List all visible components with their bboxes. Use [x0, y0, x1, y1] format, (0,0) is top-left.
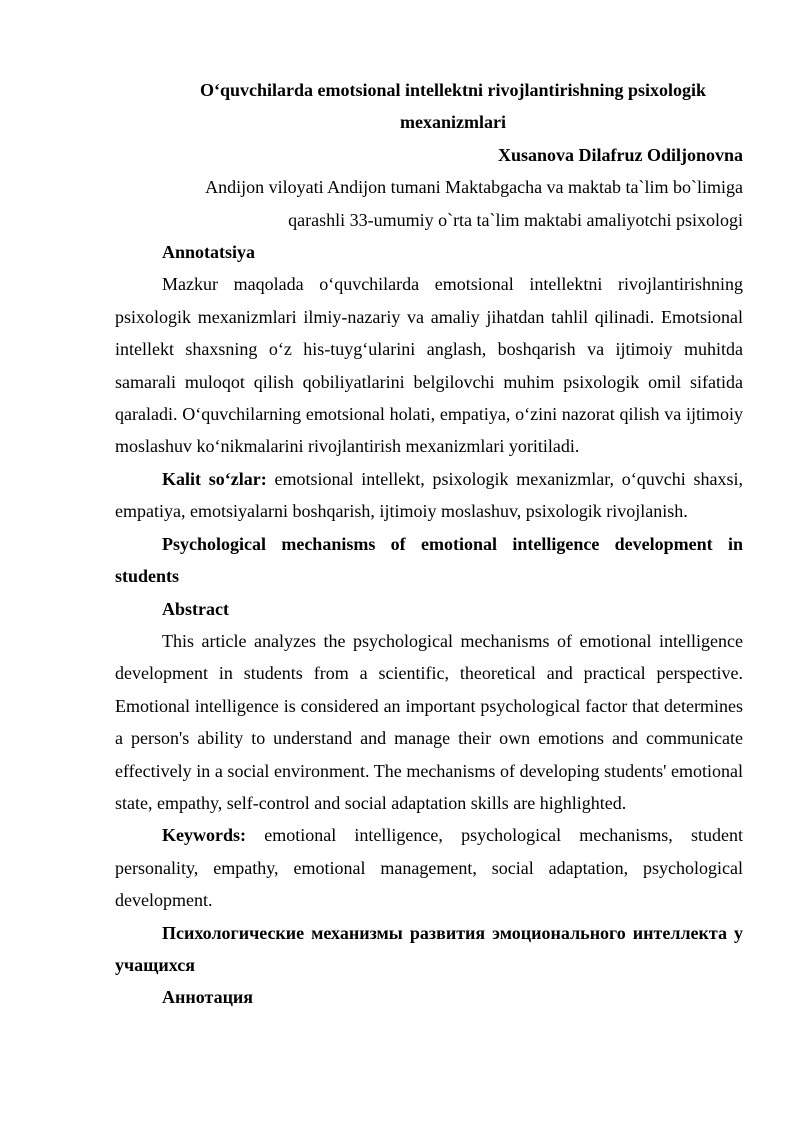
keywords-label-en: Keywords:: [162, 825, 246, 846]
keywords-list-en: emotional intelligence, psychological mechanisms, student personality, empathy, emotional management, social adaptation, psychological development.: [115, 825, 743, 911]
abstract-heading: Abstract: [162, 598, 229, 619]
keywords-uz: [115, 463, 743, 528]
author-name: Xusanova Dilafruz Odiljonovna: [497, 144, 743, 165]
paper-title-uz: O‘quvchilarda emotsional intellektni rivojlantirishning psixologik mexanizmlari: [199, 80, 707, 133]
annotation-heading-ru: Аннотация: [162, 987, 254, 1008]
keywords-label-uz: Kalit so‘zlar:: [162, 468, 267, 489]
annotation-heading: Annotatsiya: [162, 242, 256, 263]
document-page: [115, 74, 743, 1014]
keywords-list-uz: emotsional intellekt, psixologik mexanizmlar, o‘quvchi shaxsi, empatiya, emotsiyalarni boshqarish, ijtimoiy moslashuv, psixologik rivojlanish.: [115, 468, 743, 522]
annotation-text: Mazkur maqolada o‘quvchilarda emotsional intellektni rivojlantirishning psixologik mexanizmlari ilmiy-nazariy va amaliy jihatdan tahlil qilinadi. Emotsional intellekt shaxsning o‘z his-tuyg‘ularini anglash, boshqarish va ijtimoiy muhitda samarali muloqot qilish qobiliyatlarini belgilovchi muhim psixologik omil sifatida qaraladi. O‘quvchilarning emotsional holati, empatiya, o‘zini nazorat qilish va ijtimoiy moslashuv ko‘nikmalarini rivojlantirish mexanizmlari yoritiladi.: [115, 274, 743, 457]
keywords-en: [115, 819, 743, 916]
author-affiliation: Andijon viloyati Andijon tumani Maktabgacha va maktab ta`lim bo`limiga qarashli 33-umumiy o`rta ta`lim maktabi amaliyotchi psixologi: [205, 177, 743, 230]
paper-title-ru: Психологические механизмы развития эмоционального интеллекта у учащихся: [115, 922, 743, 975]
abstract-text: This article analyzes the psychological mechanisms of emotional intelligence development in students from a scientific, theoretical and practical perspective. Emotional intelligence is considered an important psychological factor that determines a person's ability to understand and manage their own emotions and communicate effectively in a social environment. The mechanisms of developing students' emotional state, empathy, self-control and social adaptation skills are highlighted.: [115, 630, 743, 813]
paper-title-en: Psychological mechanisms of emotional intelligence development in students: [115, 533, 743, 587]
